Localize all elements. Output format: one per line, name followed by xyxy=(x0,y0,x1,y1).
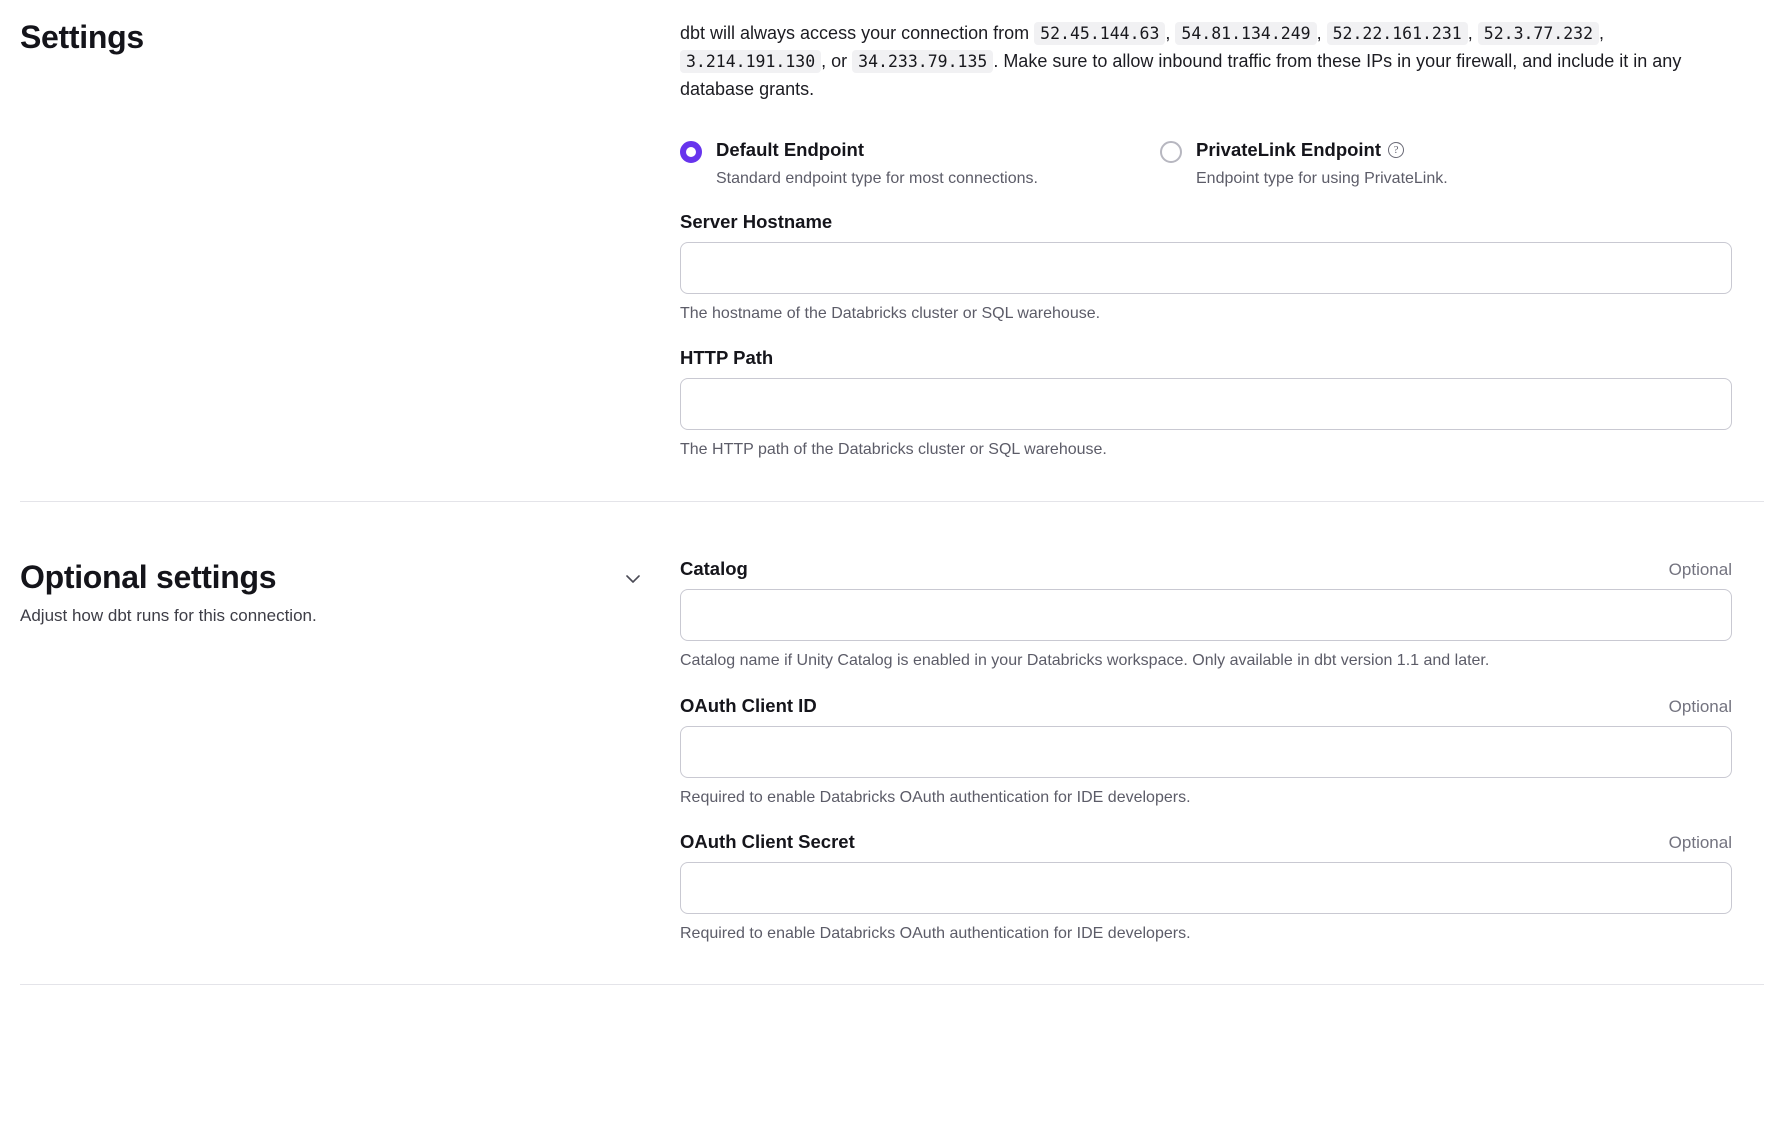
field-oauth-client-secret xyxy=(680,831,1732,945)
ip-comma-2: , xyxy=(1316,23,1322,43)
ip-notice-tail: . Make sure to allow inbound traffic from these IPs in your firewall, and include it in any database grants. xyxy=(680,50,1682,99)
server-hostname-label: Server Hostname xyxy=(680,210,833,232)
optional-settings-section xyxy=(20,502,1764,945)
question-mark-icon[interactable]: ? xyxy=(1388,142,1404,158)
oauth-client-id-hint: Required to enable Databricks OAuth authentication for IDE developers. xyxy=(680,788,1191,806)
ip-allowlist-notice xyxy=(680,20,1732,104)
ip-notice-lead: dbt will always access your connection from xyxy=(680,23,1030,43)
oauth-client-id-input[interactable] xyxy=(680,726,1732,778)
server-hostname-hint: The hostname of the Databricks cluster or SQL warehouse. xyxy=(680,304,1101,322)
field-server-hostname xyxy=(680,211,1732,325)
settings-section xyxy=(20,0,1764,461)
ip-comma-3: , xyxy=(1467,23,1473,43)
http-path-hint: The HTTP path of the Databricks cluster or SQL warehouse. xyxy=(680,441,1107,459)
radio-default-endpoint-icon[interactable] xyxy=(680,141,702,163)
optional-settings-header xyxy=(20,558,680,627)
ip-address-2: 54.81.134.249 xyxy=(1175,22,1316,45)
catalog-hint: Catalog name if Unity Catalog is enabled in your Databricks workspace. Only available in dbt version 1.1 and later. xyxy=(680,652,1490,670)
radio-privatelink-endpoint-label: PrivateLink Endpoint xyxy=(1196,138,1382,160)
field-oauth-client-id xyxy=(680,695,1732,809)
oauth-client-id-optional-badge: Optional xyxy=(1668,696,1732,716)
oauth-client-secret-input[interactable] xyxy=(680,862,1732,914)
catalog-label: Catalog xyxy=(680,558,748,580)
ip-address-1: 52.45.144.63 xyxy=(1034,22,1165,45)
ip-comma-4: , xyxy=(1599,23,1605,43)
ip-comma-1: , xyxy=(1165,23,1171,43)
http-path-label: HTTP Path xyxy=(680,347,774,369)
server-hostname-input[interactable] xyxy=(680,242,1732,294)
ip-address-5: 3.214.191.130 xyxy=(680,50,821,73)
ip-address-4: 52.3.77.232 xyxy=(1478,22,1599,45)
settings-section-body xyxy=(680,18,1764,461)
oauth-client-id-label: OAuth Client ID xyxy=(680,694,817,716)
radio-option-privatelink-endpoint[interactable] xyxy=(1160,138,1640,189)
ip-or-separator: , or xyxy=(821,50,848,71)
radio-privatelink-endpoint-description: Endpoint type for using PrivateLink. xyxy=(1196,169,1448,187)
catalog-optional-badge: Optional xyxy=(1668,560,1732,580)
catalog-input[interactable] xyxy=(680,589,1732,641)
endpoint-type-radio-group xyxy=(680,138,1732,189)
optional-settings-body xyxy=(680,558,1764,945)
field-http-path xyxy=(680,347,1732,461)
section-divider-bottom xyxy=(20,984,1764,985)
optional-settings-title: Optional settings xyxy=(20,559,277,596)
oauth-client-secret-hint: Required to enable Databricks OAuth authentication for IDE developers. xyxy=(680,925,1191,943)
ip-address-6: 34.233.79.135 xyxy=(852,50,993,73)
chevron-down-icon[interactable] xyxy=(622,568,644,590)
ip-address-3: 52.22.161.231 xyxy=(1327,22,1468,45)
settings-section-header xyxy=(20,18,680,56)
field-catalog xyxy=(680,558,1732,672)
optional-settings-subtitle: Adjust how dbt runs for this connection. xyxy=(20,605,317,625)
radio-default-endpoint-label: Default Endpoint xyxy=(716,138,864,160)
radio-option-default-endpoint[interactable] xyxy=(680,138,1160,189)
page-title: Settings xyxy=(20,19,144,55)
oauth-client-secret-label: OAuth Client Secret xyxy=(680,831,855,853)
radio-privatelink-endpoint-icon[interactable] xyxy=(1160,141,1182,163)
http-path-input[interactable] xyxy=(680,378,1732,430)
radio-default-endpoint-description: Standard endpoint type for most connections. xyxy=(716,169,1038,187)
oauth-client-secret-optional-badge: Optional xyxy=(1668,833,1732,853)
